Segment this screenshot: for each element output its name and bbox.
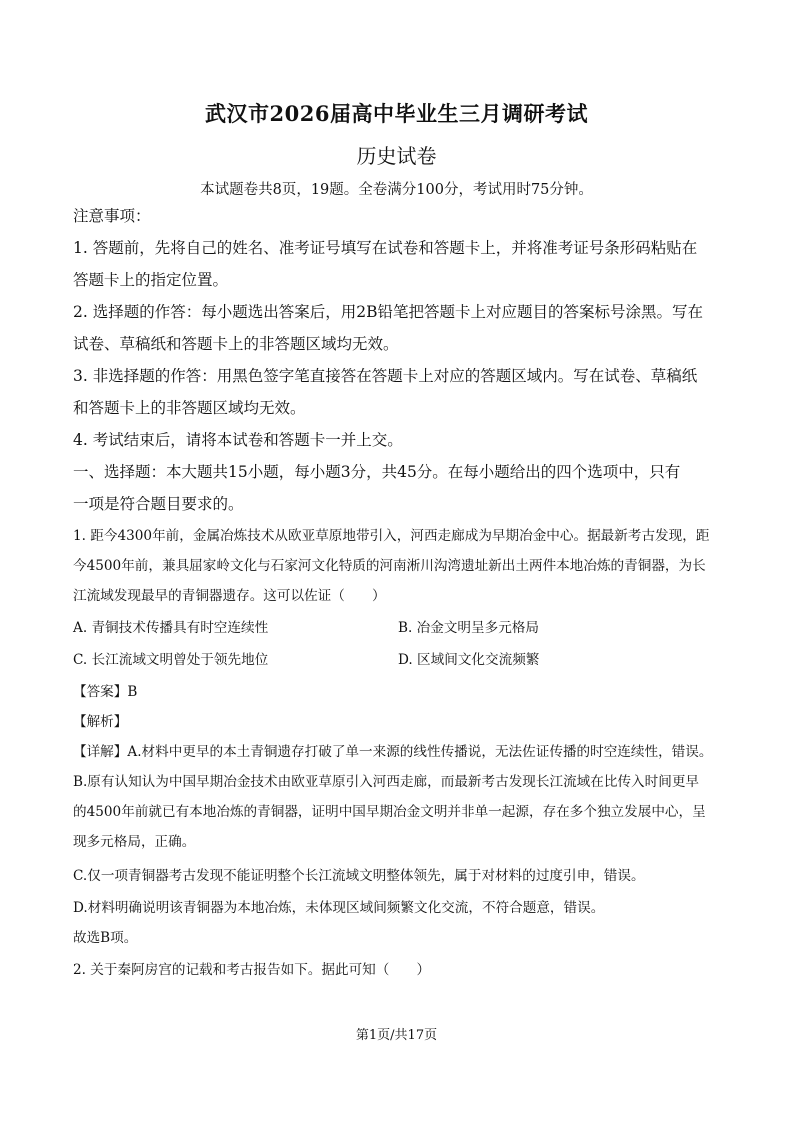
q1-detail-line-2: B.原有认知认为中国早期冶金技术由欧亚草原引入河西走廊，而最新考古发现长江流域在比传入时间更早 xyxy=(73,774,700,790)
note-1-line-1: 1. 答题前，先将自己的姓名、准考证号填写在试卷和答题卡上，并将准考证号条形码粘贴在 xyxy=(73,239,698,257)
exam-subtitle: 历史试卷 xyxy=(356,144,437,168)
page-number: 第1页/共17页 xyxy=(355,1028,438,1043)
q1-option-d: D. 区域间文化交流频繁 xyxy=(398,652,540,668)
q1-stem-line-2: 今4500年前，兼具屈家岭文化与石家河文化特质的河南淅川沟湾遗址新出土两件本地冶炼的青铜器，为长 xyxy=(73,558,706,574)
note-2-line-1: 2. 选择题的作答：每小题选出答案后，用2B铅笔把答题卡上对应题目的答案标号涂黑。写在 xyxy=(73,303,703,321)
notes-heading: 注意事项： xyxy=(73,207,151,225)
q1-detail-line-6: D.材料明确说明该青铜器为本地冶炼，未体现区域间频繁文化交流，不符合题意，错误。 xyxy=(73,900,605,916)
note-4: 4. 考试结束后，请将本试卷和答题卡一并上交。 xyxy=(73,431,403,449)
q1-stem-line-1: 1. 距今4300年前，金属冶炼技术从欧亚草原地带引入，河西走廊成为早期冶金中心。据最新考古发现，距 xyxy=(73,528,710,544)
q1-option-b: B. 冶金文明呈多元格局 xyxy=(398,620,539,636)
note-3-line-1: 3. 非选择题的作答：用黑色签字笔直接答在答题卡上对应的答题区域内。写在试卷、草稿纸 xyxy=(73,367,698,385)
q1-detail-line-4: 现多元格局，正确。 xyxy=(73,834,196,850)
q1-answer: 【答案】B xyxy=(73,684,138,700)
q1-detail-line-1: 【详解】A.材料中更早的本土青铜遗存打破了单一来源的线性传播说，无法佐证传播的时空连续性，错误。 xyxy=(73,744,713,760)
q1-stem-line-3: 江流域发现最早的青铜器遗存。这可以佐证（ ） xyxy=(73,588,386,604)
q1-option-a: A. 青铜技术传播具有时空连续性 xyxy=(73,620,269,636)
q1-option-c: C. 长江流域文明曾处于领先地位 xyxy=(73,652,269,668)
note-2-line-2: 试卷、草稿纸和答题卡上的非答题区域均无效。 xyxy=(73,335,399,353)
q1-analysis-heading: 【解析】 xyxy=(73,714,128,730)
q2-stem-line-1: 2. 关于秦阿房宫的记载和考古报告如下。据此可知（ ） xyxy=(73,962,431,978)
exam-meta: 本试题卷共8页，19题。全卷满分100分，考试用时75分钟。 xyxy=(200,182,593,198)
q1-conclusion: 故选B项。 xyxy=(73,930,138,946)
q1-detail-line-5: C.仅一项青铜器考古发现不能证明整个长江流域文明整体领先，属于对材料的过度引申，错误。 xyxy=(73,868,645,884)
note-1-line-2: 答题卡上的指定位置。 xyxy=(73,271,229,289)
note-3-line-2: 和答题卡上的非答题区域均无效。 xyxy=(73,399,306,417)
q1-detail-line-3: 的4500年前就已有本地冶炼的青铜器，证明中国早期冶金文明并非单一起源，存在多个独立发展中心，呈 xyxy=(73,804,706,820)
section-heading-line-1: 一、选择题：本大题共15小题，每小题3分，共45分。在每小题给出的四个选项中，只有 xyxy=(73,463,681,481)
exam-title: 武汉市2026届高中毕业生三月调研考试 xyxy=(205,101,588,126)
section-heading-line-2: 一项是符合题目要求的。 xyxy=(73,495,244,513)
